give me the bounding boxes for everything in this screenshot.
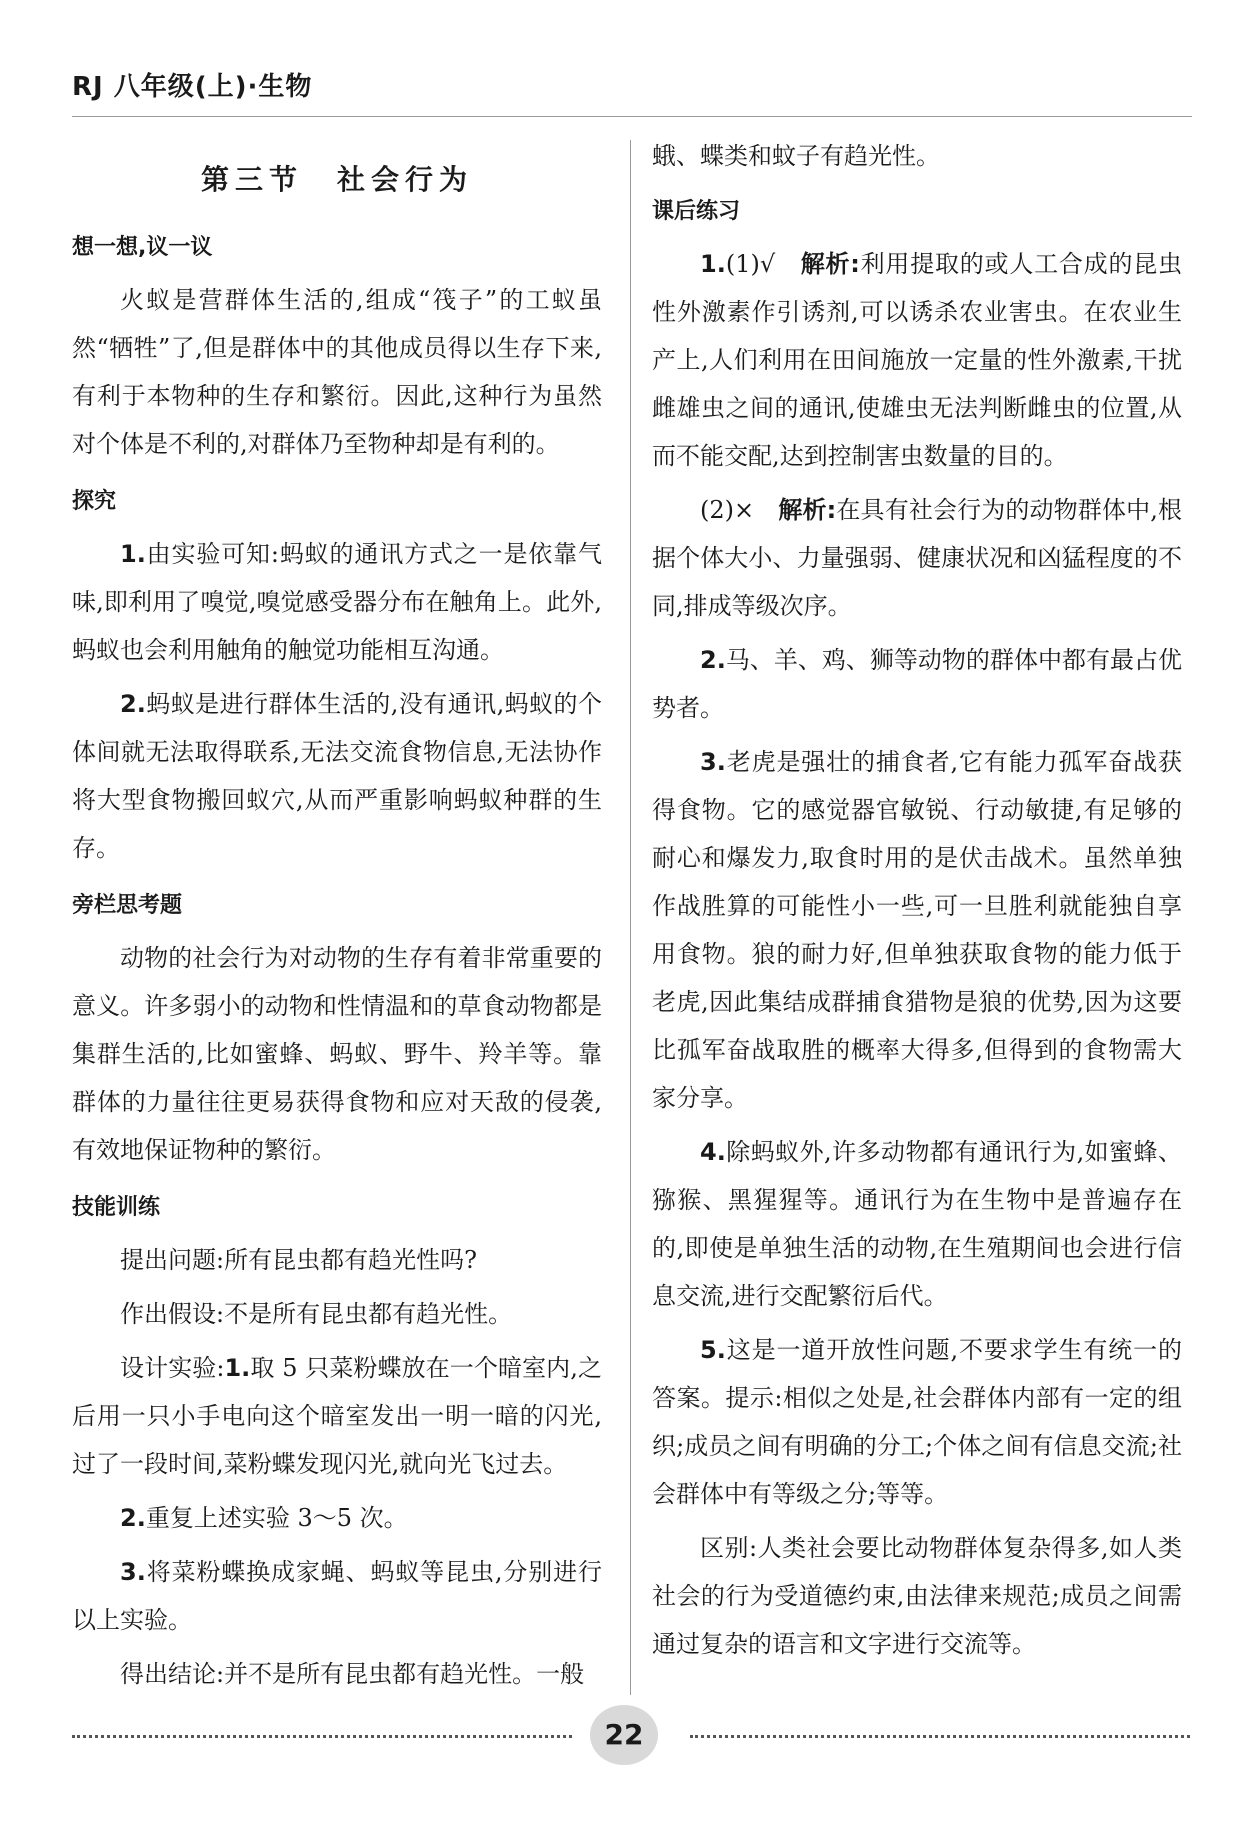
answer-1-2 [652,486,1182,630]
section-title: 第三节 社会行为 [200,163,473,196]
paragraph-text: 由实验可知:蚂蚁的通讯方式之一是依靠气味,即利用了嗅觉,嗅觉感受器分布在触角上。此外,蚂蚁也会利用触角的触觉功能相互沟通。 [72,540,602,664]
paragraph-text: 除蚂蚁外,许多动物都有通讯行为,如蜜蜂、猕猴、黑猩猩等。通讯行为在生物中是普遍存在的,即使是单独生活的动物,在生殖期间也会进行信息交流,进行交配繁衍后代。 [652,1138,1182,1310]
item-number: 5. [700,1336,726,1364]
item-number: 1. [700,250,726,278]
header-rule [72,116,1192,117]
paragraph-continued: 蛾、蝶类和蚊子有趋光性。 [652,142,940,170]
item-number: 1. [120,540,146,568]
answer-3 [652,738,1182,1122]
item-number: 3. [700,748,726,776]
paragraph-fire-ants: 火蚁是营群体生活的,组成“筏子”的工蚁虽然“牺牲”了,但是群体中的其他成员得以生存下来,有利于本物种的生存和繁衍。因此,这种行为虽然对个体是不利的,对群体乃至物种却是有利的。 [72,286,602,458]
answer-5 [652,1326,1182,1518]
answer-2 [652,636,1182,732]
paragraph-question: 提出问题:所有昆虫都有趋光性吗? [120,1246,477,1274]
paragraph-text: 老虎是强壮的捕食者,它有能力孤军奋战获得食物。它的感觉器官敏锐、行动敏捷,有足够的耐心和爆发力,取食时用的是伏击战术。虽然单独作战胜算的可能性小一些,可一旦胜利就能独自享用食物。狼的耐力好,但单独获取食物的能力低于老虎,因此集结成群捕食猎物是狼的优势,因为这要比孤军奋战取胜的概率大得多,但得到的食物需大家分享。 [652,748,1182,1112]
paragraph-hypothesis: 作出假设:不是所有昆虫都有趋光性。 [120,1300,513,1328]
paragraph-text: 蚂蚁是进行群体生活的,没有通讯,蚂蚁的个体间就无法取得联系,无法交流食物信息,无法协作将大型食物搬回蚁穴,从而严重影响蚂蚁种群的生存。 [72,690,602,862]
answer-mark: (1)√ [725,250,776,278]
heading-after-class-exercise: 课后练习 [652,199,741,224]
paragraph-text: 取 5 只菜粉蝶放在一个暗室内,之后用一只小手电向这个暗室发出一明一暗的闪光,过了一段时间,菜粉蝶发现闪光,就向光飞过去。 [72,1354,603,1478]
heading-explore: 探究 [72,489,117,514]
heading-sidebar-questions: 旁栏思考题 [72,893,183,918]
analysis-label: 解析: [778,496,837,524]
footer-dotted-rule-right [690,1735,1190,1738]
paragraph-text: 利用提取的或人工合成的昆虫性外激素作引诱剂,可以诱杀农业害虫。在农业生产上,人们利用在田间施放一定量的性外激素,干扰雌雄虫之间的通讯,使雄虫无法判断雌虫的位置,从而不能交配,达到控制害虫数量的目的。 [652,250,1183,470]
paragraph-text: 将菜粉蝶换成家蝇、蚂蚁等昆虫,分别进行以上实验。 [72,1558,602,1634]
paragraph-repeat [72,1494,602,1542]
analysis-label: 解析: [800,250,860,278]
paragraph-text: 马、羊、鸡、狮等动物的群体中都有最占优势者。 [652,646,1182,722]
right-column [652,132,1182,1674]
book-header: RJ 八年级(上)·生物 [72,72,313,102]
item-number: 3. [120,1558,146,1586]
answer-4 [652,1128,1182,1320]
item-number: 4. [700,1138,726,1166]
heading-skill-training: 技能训练 [72,1195,161,1220]
item-number: 2. [120,690,146,718]
heading-think-discuss: 想一想,议一议 [72,235,213,260]
column-divider [630,140,631,1695]
item-number: 1. [224,1354,251,1382]
paragraph-explore-1 [72,530,602,674]
page-number: 22 [590,1705,658,1765]
paragraph-social-behavior: 动物的社会行为对动物的生存有着非常重要的意义。许多弱小的动物和性情温和的草食动物都是集群生活的,比如蜜蜂、蚂蚁、野牛、羚羊等。靠群体的力量往往更易获得食物和应对天敌的侵袭,有效地保证物种的繁衍。 [72,944,602,1164]
item-number: 2. [700,646,726,674]
answer-mark: (2)× [700,496,755,524]
answer-5-differences: 区别:人类社会要比动物群体复杂得多,如人类社会的行为受道德约束,由法律来规范;成员之间需通过复杂的语言和文字进行交流等。 [652,1534,1182,1658]
answer-1-1 [652,240,1182,480]
left-column [72,140,602,1704]
paragraph-text: 在具有社会行为的动物群体中,根据个体大小、力量强弱、健康状况和凶猛程度的不同,排成等级次序。 [652,496,1182,620]
paragraph-design [72,1344,602,1488]
paragraph-text: 这是一道开放性问题,不要求学生有统一的答案。提示:相似之处是,社会群体内部有一定的组织;成员之间有明确的分工;个体之间有信息交流;社会群体中有等级之分;等等。 [652,1336,1182,1508]
footer-dotted-rule-left [72,1735,572,1738]
paragraph-conclusion: 得出结论:并不是所有昆虫都有趋光性。一般 [120,1660,585,1688]
paragraph-text: 重复上述实验 3～5 次。 [145,1504,408,1532]
paragraph-replace [72,1548,602,1644]
paragraph-prefix: 设计实验: [120,1354,225,1382]
paragraph-explore-2 [72,680,602,872]
item-number: 2. [120,1504,146,1532]
